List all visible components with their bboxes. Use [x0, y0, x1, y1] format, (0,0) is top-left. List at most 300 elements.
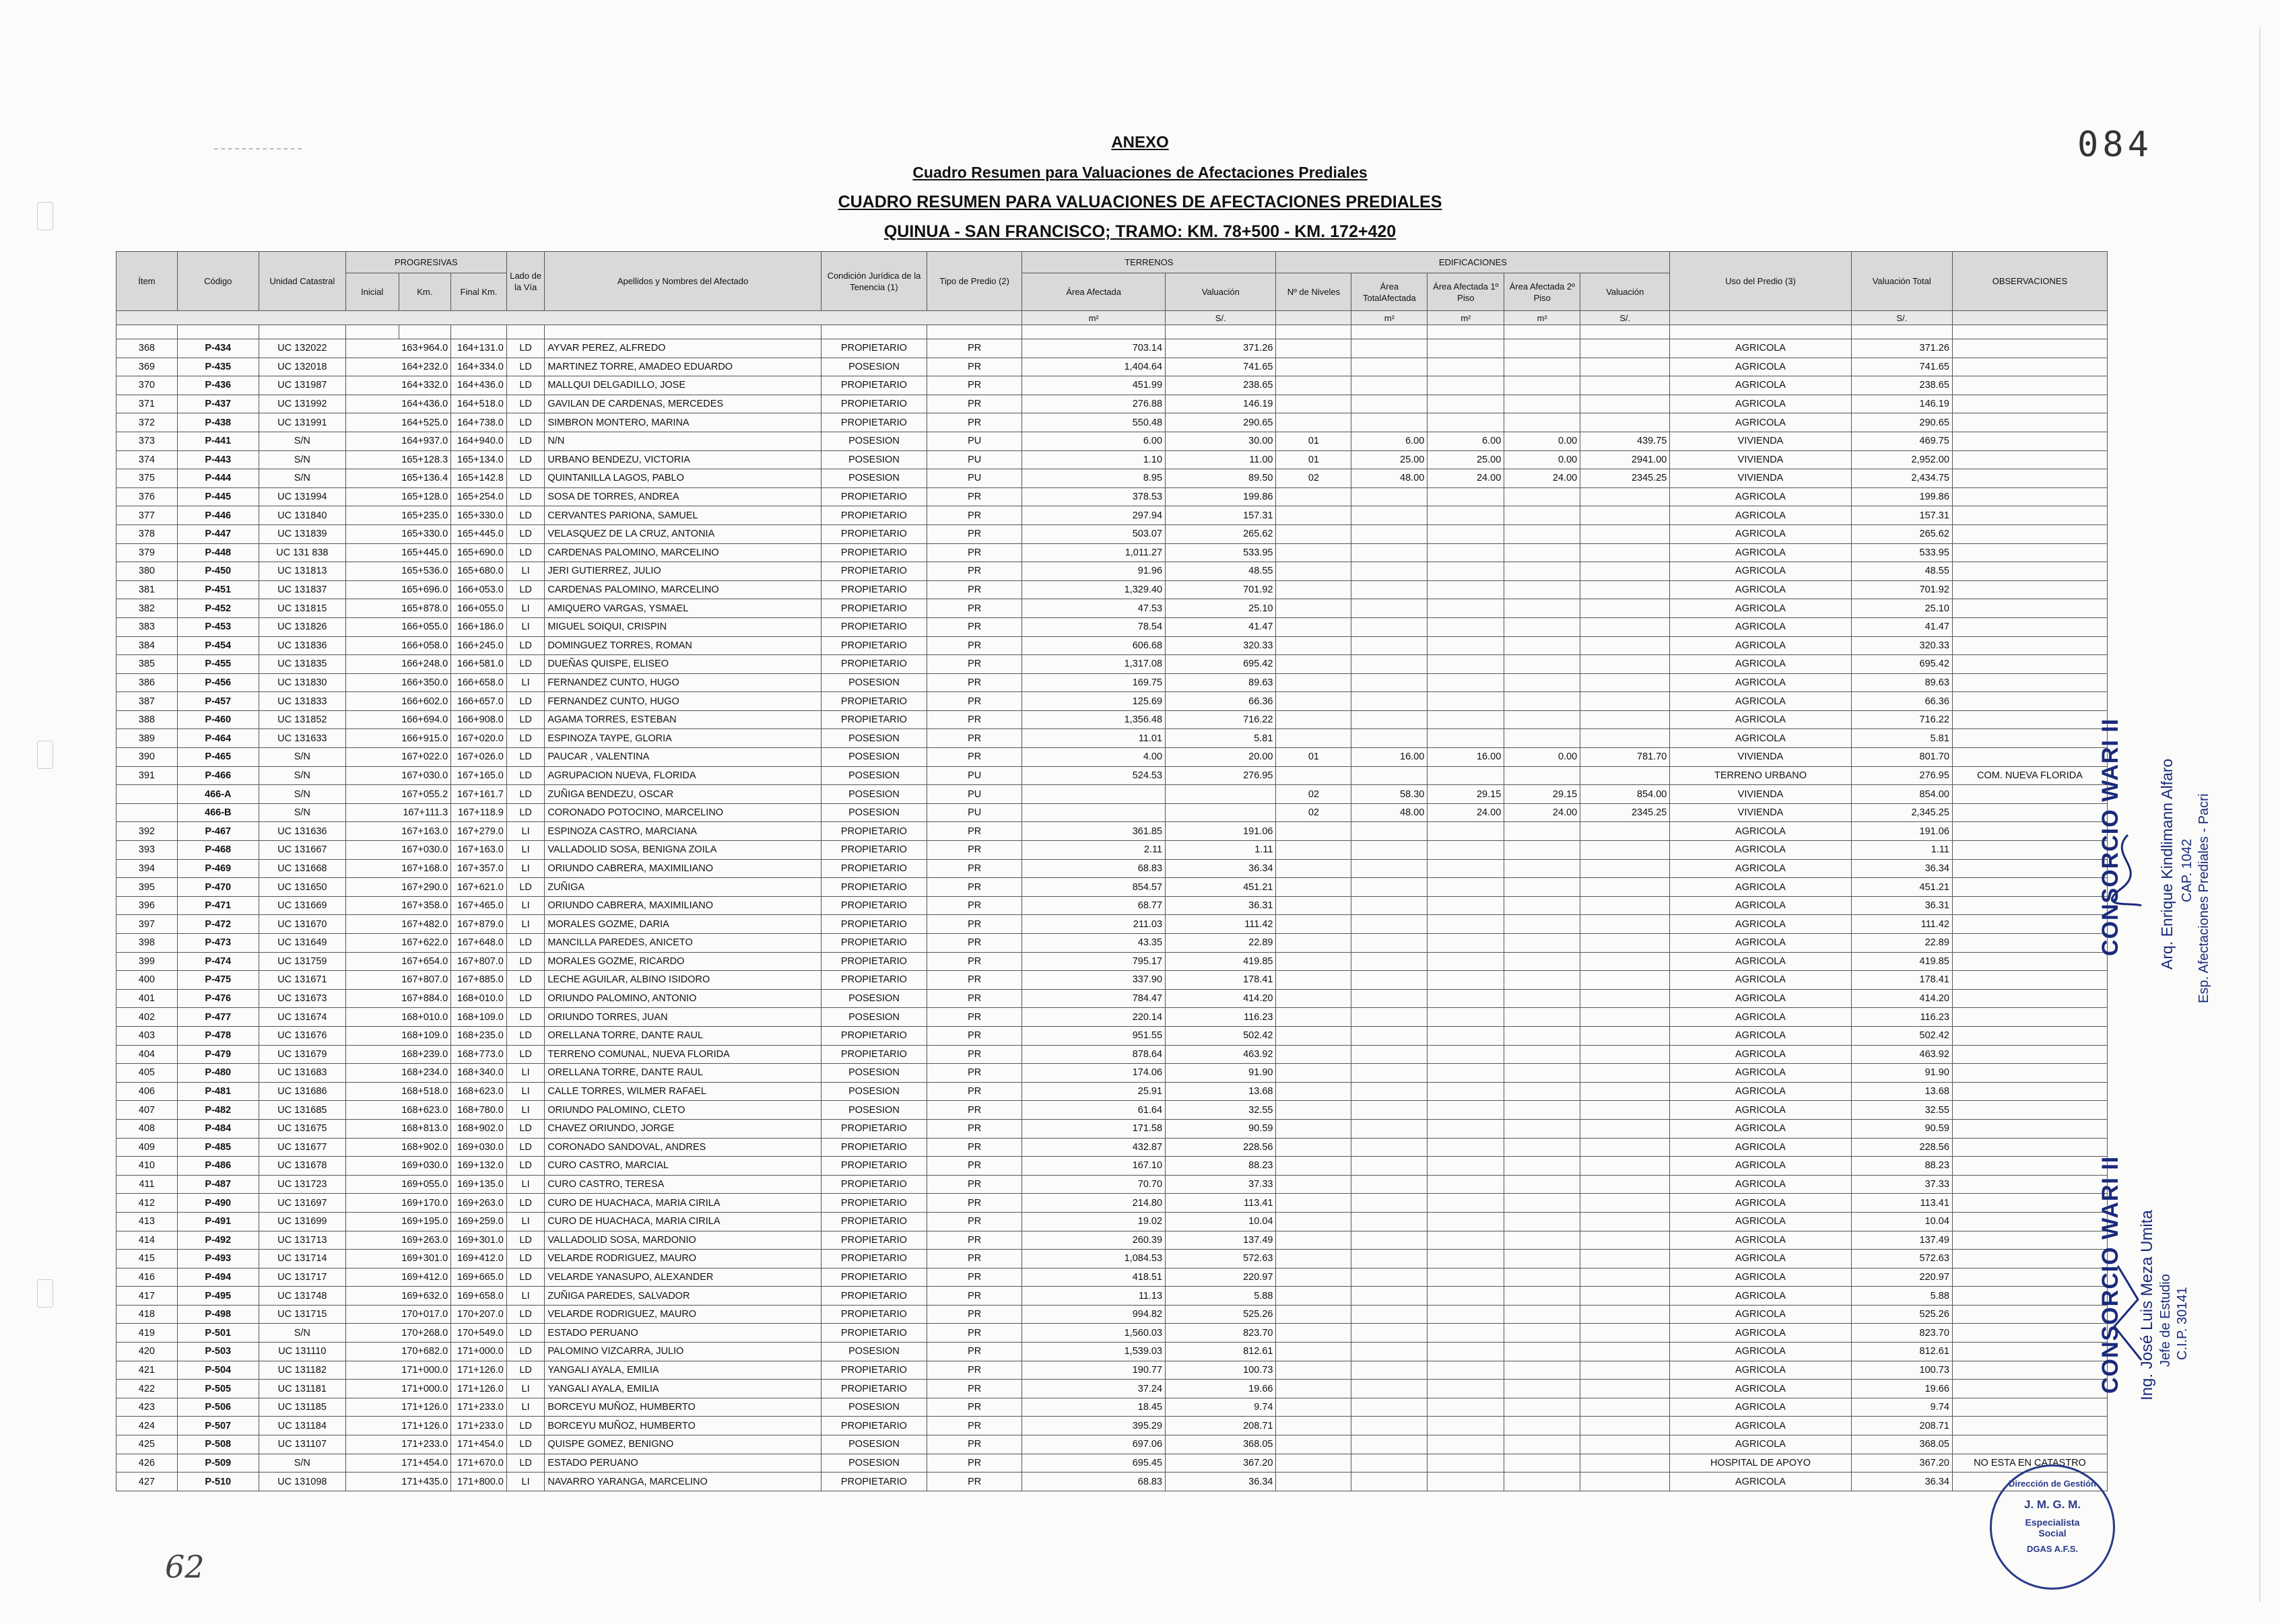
cell-area-2: [1504, 1361, 1580, 1380]
cell-afectado: AMIQUERO VARGAS, YSMAEL: [545, 599, 821, 618]
table-row: [116, 599, 2108, 618]
cell-lado: LD: [506, 748, 544, 767]
cell-valuacion-edif: [1580, 1231, 1670, 1250]
cell-observaciones: [1952, 1157, 2107, 1176]
cell-area-2: [1504, 971, 1580, 990]
cell-inicial: 165+330.0: [345, 525, 450, 543]
cell-inicial: 168+239.0: [345, 1045, 450, 1064]
arq-role: Esp. Afectaciones Prediales - Pacri: [2197, 793, 2211, 1003]
cell-final: 166+581.0: [451, 655, 507, 674]
cell-codigo: P-501: [177, 1324, 259, 1343]
cell-item: 388: [116, 710, 178, 729]
cell-afectado: ORELLANA TORRE, DANTE RAUL: [545, 1026, 821, 1045]
cell-codigo: P-475: [177, 971, 259, 990]
cell-observaciones: [1952, 748, 2107, 767]
cell-final: 166+186.0: [451, 617, 507, 636]
col-final-km: Final Km.: [451, 273, 507, 311]
cell-valuacion-edif: [1580, 1361, 1670, 1380]
cell-niveles: [1276, 1250, 1351, 1268]
cell-uso: AGRICOLA: [1670, 358, 1851, 376]
cell-codigo: P-435: [177, 358, 259, 376]
cell-inicial: 169+030.0: [345, 1157, 450, 1176]
cell-uso: VIVIENDA: [1670, 450, 1851, 469]
cell-inicial: 167+022.0: [345, 748, 450, 767]
cell-area-1: 6.00: [1428, 432, 1504, 450]
cell-inicial: 165+128.0: [345, 487, 450, 506]
cell-unidad: UC 131683: [259, 1064, 345, 1083]
cell-unidad: UC 131987: [259, 376, 345, 395]
cell-area-1: [1428, 1454, 1504, 1473]
cell-inicial: 166+915.0: [345, 729, 450, 748]
cell-final: 168+902.0: [451, 1119, 507, 1138]
cell-afectado: VELARDE RODRIGUEZ, MAURO: [545, 1305, 821, 1324]
cell-tipo: PR: [927, 506, 1022, 525]
cell-condicion: PROPIETARIO: [821, 1417, 927, 1435]
cell-condicion: PROPIETARIO: [821, 952, 927, 971]
cell-area-total: [1351, 1417, 1428, 1435]
cell-uso: AGRICOLA: [1670, 1157, 1851, 1176]
cell-final: 169+412.0: [451, 1250, 507, 1268]
cell-inicial: 167+055.2: [345, 785, 450, 804]
cell-area-1: [1428, 841, 1504, 860]
cell-final: 168+010.0: [451, 989, 507, 1008]
cell-final: 166+908.0: [451, 710, 507, 729]
table-row: [116, 859, 2108, 878]
cell-valuacion: 100.73: [1166, 1361, 1276, 1380]
cell-observaciones: [1952, 729, 2107, 748]
cell-condicion: PROPIETARIO: [821, 395, 927, 413]
cell-afectado: ESTADO PERUANO: [545, 1324, 821, 1343]
cell-uso: AGRICOLA: [1670, 915, 1851, 934]
cell-condicion: POSESION: [821, 1454, 927, 1473]
cell-valuacion-edif: [1580, 971, 1670, 990]
cell-codigo: P-450: [177, 562, 259, 581]
table-row: [116, 785, 2108, 804]
cell-tipo: PR: [927, 525, 1022, 543]
cell-item: 423: [116, 1398, 178, 1417]
cell-area-2: [1504, 1231, 1580, 1250]
cell-area-1: [1428, 989, 1504, 1008]
cell-valuacion: 32.55: [1166, 1101, 1276, 1120]
cell-lado: LD: [506, 1157, 544, 1176]
cell-area-1: [1428, 1417, 1504, 1435]
cell-tipo: PR: [927, 934, 1022, 953]
cell-area-2: [1504, 543, 1580, 562]
cell-valuacion-edif: [1580, 1380, 1670, 1398]
cell-uso: AGRICOLA: [1670, 1398, 1851, 1417]
cell-inicial: 167+111.3: [345, 803, 450, 822]
cell-valuacion-edif: [1580, 395, 1670, 413]
cell-area-2: [1504, 1268, 1580, 1287]
cell-area-1: [1428, 1064, 1504, 1083]
cell-valuacion-total: 191.06: [1851, 822, 1952, 841]
cell-unidad: UC 132022: [259, 339, 345, 358]
cell-final: 170+549.0: [451, 1324, 507, 1343]
table-row: [116, 1380, 2108, 1398]
page-edge-line: [2259, 27, 2260, 1602]
cell-lado: LD: [506, 1417, 544, 1435]
cell-valuacion-total: 88.23: [1851, 1157, 1952, 1176]
cell-area-total: [1351, 952, 1428, 971]
cell-item: 368: [116, 339, 178, 358]
cell-unidad: UC 131676: [259, 1026, 345, 1045]
cell-area-2: [1504, 673, 1580, 692]
cell-area-1: 24.00: [1428, 803, 1504, 822]
cell-unidad: S/N: [259, 748, 345, 767]
cell-uso: AGRICOLA: [1670, 1343, 1851, 1361]
cell-area-total: [1351, 1324, 1428, 1343]
cell-afectado: MORALES GOZME, DARIA: [545, 915, 821, 934]
cell-tipo: PR: [927, 673, 1022, 692]
cell-item: 408: [116, 1119, 178, 1138]
anexo-heading: ANEXO: [1111, 133, 1169, 151]
cell-niveles: [1276, 989, 1351, 1008]
cell-niveles: [1276, 971, 1351, 990]
cell-final: 167+279.0: [451, 822, 507, 841]
cell-valuacion-edif: [1580, 1157, 1670, 1176]
cell-area-1: [1428, 339, 1504, 358]
table-row: [116, 1101, 2108, 1120]
cell-lado: LD: [506, 1343, 544, 1361]
cell-afectado: AYVAR PEREZ, ALFREDO: [545, 339, 821, 358]
cell-valuacion: 191.06: [1166, 822, 1276, 841]
cell-valuacion-total: 32.55: [1851, 1101, 1952, 1120]
cell-inicial: 165+235.0: [345, 506, 450, 525]
cell-valuacion-total: 1.11: [1851, 841, 1952, 860]
cell-unidad: UC 131110: [259, 1343, 345, 1361]
cell-condicion: POSESION: [821, 1101, 927, 1120]
col-codigo: Código: [177, 252, 259, 311]
cell-area-1: [1428, 1473, 1504, 1491]
cell-valuacion: 371.26: [1166, 339, 1276, 358]
cell-area-1: [1428, 952, 1504, 971]
ing-role: Jefe de Estudio: [2158, 1274, 2173, 1367]
cell-area: 11.13: [1022, 1287, 1166, 1306]
valuation-table-container: [116, 251, 2108, 1491]
cell-area-2: [1504, 896, 1580, 915]
cell-niveles: [1276, 339, 1351, 358]
cell-niveles: [1276, 1398, 1351, 1417]
cell-inicial: 168+518.0: [345, 1082, 450, 1101]
cell-area-2: [1504, 1398, 1580, 1417]
cell-area-1: [1428, 1231, 1504, 1250]
cell-area-1: [1428, 1305, 1504, 1324]
col-valuacion-terreno: Valuación: [1166, 273, 1276, 311]
cell-valuacion: 533.95: [1166, 543, 1276, 562]
cell-area-1: [1428, 1324, 1504, 1343]
cell-tipo: PR: [927, 339, 1022, 358]
cell-area-2: [1504, 506, 1580, 525]
cell-area: 1,356.48: [1022, 710, 1166, 729]
cell-area-1: [1428, 617, 1504, 636]
cell-area: 68.77: [1022, 896, 1166, 915]
cell-valuacion-edif: [1580, 580, 1670, 599]
cell-niveles: [1276, 1045, 1351, 1064]
cell-area: 211.03: [1022, 915, 1166, 934]
cell-niveles: [1276, 376, 1351, 395]
cell-final: 168+340.0: [451, 1064, 507, 1083]
cell-codigo: P-454: [177, 636, 259, 655]
cell-valuacion-edif: [1580, 1473, 1670, 1491]
cell-codigo: P-456: [177, 673, 259, 692]
cell-valuacion: 157.31: [1166, 506, 1276, 525]
cell-item: 419: [116, 1324, 178, 1343]
table-row: [116, 450, 2108, 469]
cell-item: 414: [116, 1231, 178, 1250]
cell-uso: AGRICOLA: [1670, 1008, 1851, 1027]
col-valuacion-total: Valuación Total: [1851, 252, 1952, 311]
cell-tipo: PR: [927, 1287, 1022, 1306]
cell-codigo: P-464: [177, 729, 259, 748]
cell-area-total: [1351, 1119, 1428, 1138]
cell-area-2: [1504, 1454, 1580, 1473]
cell-niveles: [1276, 1343, 1351, 1361]
cell-valuacion-edif: [1580, 729, 1670, 748]
ing-signature-scribble: [2104, 1259, 2151, 1367]
cell-afectado: AGRUPACION NUEVA, FLORIDA: [545, 766, 821, 785]
cell-inicial: 171+233.0: [345, 1435, 450, 1454]
subtitle-heading: Cuadro Resumen para Valuaciones de Afectaciones Prediales: [912, 164, 1368, 181]
cell-area-total: [1351, 1026, 1428, 1045]
cell-condicion: PROPIETARIO: [821, 1473, 927, 1491]
cell-inicial: 170+268.0: [345, 1324, 450, 1343]
cell-final: 165+142.8: [451, 469, 507, 488]
cell-niveles: [1276, 1101, 1351, 1120]
cell-tipo: PR: [927, 1119, 1022, 1138]
cell-afectado: ZUÑIGA PAREDES, SALVADOR: [545, 1287, 821, 1306]
cell-uso: AGRICOLA: [1670, 1287, 1851, 1306]
cell-valuacion-edif: 2345.25: [1580, 803, 1670, 822]
cell-condicion: PROPIETARIO: [821, 580, 927, 599]
cell-lado: LD: [506, 432, 544, 450]
cell-valuacion: 90.59: [1166, 1119, 1276, 1138]
table-row: [116, 1268, 2108, 1287]
cell-final: 171+000.0: [451, 1343, 507, 1361]
cell-valuacion-total: 220.97: [1851, 1268, 1952, 1287]
cell-codigo: P-481: [177, 1082, 259, 1101]
cell-codigo: P-434: [177, 339, 259, 358]
cell-unidad: UC 131835: [259, 655, 345, 674]
cell-niveles: [1276, 543, 1351, 562]
cell-condicion: PROPIETARIO: [821, 1138, 927, 1157]
cell-codigo: P-493: [177, 1250, 259, 1268]
cell-valuacion-edif: [1580, 1175, 1670, 1194]
cell-valuacion-total: 36.31: [1851, 896, 1952, 915]
cell-valuacion-edif: [1580, 339, 1670, 358]
cell-uso: AGRICOLA: [1670, 395, 1851, 413]
cell-unidad: UC 131649: [259, 934, 345, 953]
cell-afectado: MORALES GOZME, RICARDO: [545, 952, 821, 971]
cell-lado: LD: [506, 1268, 544, 1287]
cell-area-2: 0.00: [1504, 432, 1580, 450]
cell-tipo: PR: [927, 1045, 1022, 1064]
cell-codigo: P-460: [177, 710, 259, 729]
cell-afectado: FERNANDEZ CUNTO, HUGO: [545, 673, 821, 692]
cell-observaciones: [1952, 971, 2107, 990]
cell-condicion: POSESION: [821, 1435, 927, 1454]
cell-valuacion: 20.00: [1166, 748, 1276, 767]
table-row: [116, 487, 2108, 506]
cell-area: 432.87: [1022, 1138, 1166, 1157]
cell-valuacion-edif: [1580, 673, 1670, 692]
cell-area: 1,329.40: [1022, 580, 1166, 599]
cell-area: 169.75: [1022, 673, 1166, 692]
cell-final: 171+800.0: [451, 1473, 507, 1491]
cell-area: [1022, 803, 1166, 822]
cell-tipo: PR: [927, 358, 1022, 376]
cell-area-1: [1428, 636, 1504, 655]
cell-condicion: PROPIETARIO: [821, 859, 927, 878]
cell-uso: AGRICOLA: [1670, 506, 1851, 525]
cell-area-total: [1351, 692, 1428, 711]
cell-lado: LD: [506, 1361, 544, 1380]
cell-uso: AGRICOLA: [1670, 934, 1851, 953]
cell-item: 370: [116, 376, 178, 395]
cell-afectado: PAUCAR , VALENTINA: [545, 748, 821, 767]
consorcio-stamp-1: CONSORCIO WARI II: [2098, 718, 2123, 956]
cell-uso: AGRICOLA: [1670, 376, 1851, 395]
cell-item: 372: [116, 413, 178, 432]
cell-area-total: [1351, 1194, 1428, 1213]
cell-unidad: UC 131826: [259, 617, 345, 636]
cell-uso: AGRICOLA: [1670, 525, 1851, 543]
cell-tipo: PR: [927, 1324, 1022, 1343]
table-row: [116, 896, 2108, 915]
cell-inicial: 169+170.0: [345, 1194, 450, 1213]
cell-valuacion: 220.97: [1166, 1268, 1276, 1287]
cell-niveles: [1276, 525, 1351, 543]
cell-final: 165+690.0: [451, 543, 507, 562]
cell-observaciones: [1952, 1212, 2107, 1231]
cell-condicion: PROPIETARIO: [821, 1324, 927, 1343]
arq-signature-scribble: [2101, 828, 2155, 909]
units-blank: [1670, 311, 1851, 325]
cell-item: 380: [116, 562, 178, 581]
table-row: [116, 432, 2108, 450]
cell-area-1: [1428, 1212, 1504, 1231]
cell-area-total: [1351, 1398, 1428, 1417]
cell-area-total: [1351, 1361, 1428, 1380]
cell-tipo: PR: [927, 580, 1022, 599]
cell-valuacion: 88.23: [1166, 1157, 1276, 1176]
cell-inicial: 169+195.0: [345, 1212, 450, 1231]
cell-condicion: PROPIETARIO: [821, 1361, 927, 1380]
cell-item: 369: [116, 358, 178, 376]
table-row: [116, 395, 2108, 413]
cell-niveles: [1276, 1212, 1351, 1231]
cell-lado: LD: [506, 934, 544, 953]
cell-uso: AGRICOLA: [1670, 1435, 1851, 1454]
cell-final: 167+879.0: [451, 915, 507, 934]
cell-area-2: [1504, 1380, 1580, 1398]
cell-valuacion: 199.86: [1166, 487, 1276, 506]
cell-lado: LD: [506, 1454, 544, 1473]
table-row: [116, 915, 2108, 934]
cell-area-2: [1504, 1324, 1580, 1343]
cell-codigo: P-467: [177, 822, 259, 841]
cell-codigo: P-509: [177, 1454, 259, 1473]
cell-area-total: [1351, 1305, 1428, 1324]
cell-lado: LI: [506, 1380, 544, 1398]
cell-inicial: 164+436.0: [345, 395, 450, 413]
cell-niveles: 01: [1276, 450, 1351, 469]
col-progresivas: PROGRESIVAS: [345, 252, 506, 273]
cell-valuacion-total: 48.55: [1851, 562, 1952, 581]
cell-afectado: ORIUNDO CABRERA, MAXIMILIANO: [545, 896, 821, 915]
cell-uso: AGRICOLA: [1670, 896, 1851, 915]
cell-lado: LD: [506, 971, 544, 990]
cell-valuacion-edif: [1580, 487, 1670, 506]
cell-valuacion-edif: [1580, 1138, 1670, 1157]
cell-item: 392: [116, 822, 178, 841]
cell-unidad: UC 131830: [259, 673, 345, 692]
cell-observaciones: [1952, 543, 2107, 562]
cell-area: 125.69: [1022, 692, 1166, 711]
cell-area: 43.35: [1022, 934, 1166, 953]
cell-item: 391: [116, 766, 178, 785]
cell-area: 70.70: [1022, 1175, 1166, 1194]
cell-inicial: 165+445.0: [345, 543, 450, 562]
table-row: [116, 692, 2108, 711]
cell-final: 167+165.0: [451, 766, 507, 785]
cell-area: 697.06: [1022, 1435, 1166, 1454]
cell-unidad: UC 131840: [259, 506, 345, 525]
cell-afectado: ESTADO PERUANO: [545, 1454, 821, 1473]
cell-area: 1,084.53: [1022, 1250, 1166, 1268]
cell-area-total: [1351, 710, 1428, 729]
cell-tipo: PR: [927, 1082, 1022, 1101]
cell-lado: LD: [506, 710, 544, 729]
cell-niveles: [1276, 859, 1351, 878]
cell-niveles: [1276, 896, 1351, 915]
cell-afectado: CURO DE HUACHACA, MARIA CIRILA: [545, 1212, 821, 1231]
table-row: [116, 803, 2108, 822]
cell-uso: AGRICOLA: [1670, 1175, 1851, 1194]
table-row: [116, 1082, 2108, 1101]
cell-condicion: PROPIETARIO: [821, 376, 927, 395]
cell-valuacion-total: 199.86: [1851, 487, 1952, 506]
cell-area-2: [1504, 1064, 1580, 1083]
cell-condicion: POSESION: [821, 803, 927, 822]
cell-final: 169+135.0: [451, 1175, 507, 1194]
table-row: [116, 1361, 2108, 1380]
cell-unidad: S/N: [259, 469, 345, 488]
cell-unidad: UC 131837: [259, 580, 345, 599]
cell-unidad: UC 131670: [259, 915, 345, 934]
cell-final: 168+780.0: [451, 1101, 507, 1120]
col-uso: Uso del Predio (3): [1670, 252, 1851, 311]
cell-valuacion-edif: [1580, 1212, 1670, 1231]
cell-inicial: 164+232.0: [345, 358, 450, 376]
cell-tipo: PR: [927, 1380, 1022, 1398]
cell-lado: LD: [506, 395, 544, 413]
cell-area: 174.06: [1022, 1064, 1166, 1083]
cell-valuacion: 265.62: [1166, 525, 1276, 543]
cell-tipo: PU: [927, 785, 1022, 804]
cell-tipo: PR: [927, 1435, 1022, 1454]
cell-final: 171+454.0: [451, 1435, 507, 1454]
cell-inicial: 166+350.0: [345, 673, 450, 692]
cell-area-1: [1428, 1250, 1504, 1268]
cell-observaciones: [1952, 1008, 2107, 1027]
cell-condicion: PROPIETARIO: [821, 525, 927, 543]
col-edificaciones: EDIFICACIONES: [1276, 252, 1670, 273]
cell-area-1: [1428, 822, 1504, 841]
cell-codigo: 466-A: [177, 785, 259, 804]
cell-valuacion-total: 367.20: [1851, 1454, 1952, 1473]
cell-area-1: [1428, 1287, 1504, 1306]
cell-observaciones: [1952, 432, 2107, 450]
